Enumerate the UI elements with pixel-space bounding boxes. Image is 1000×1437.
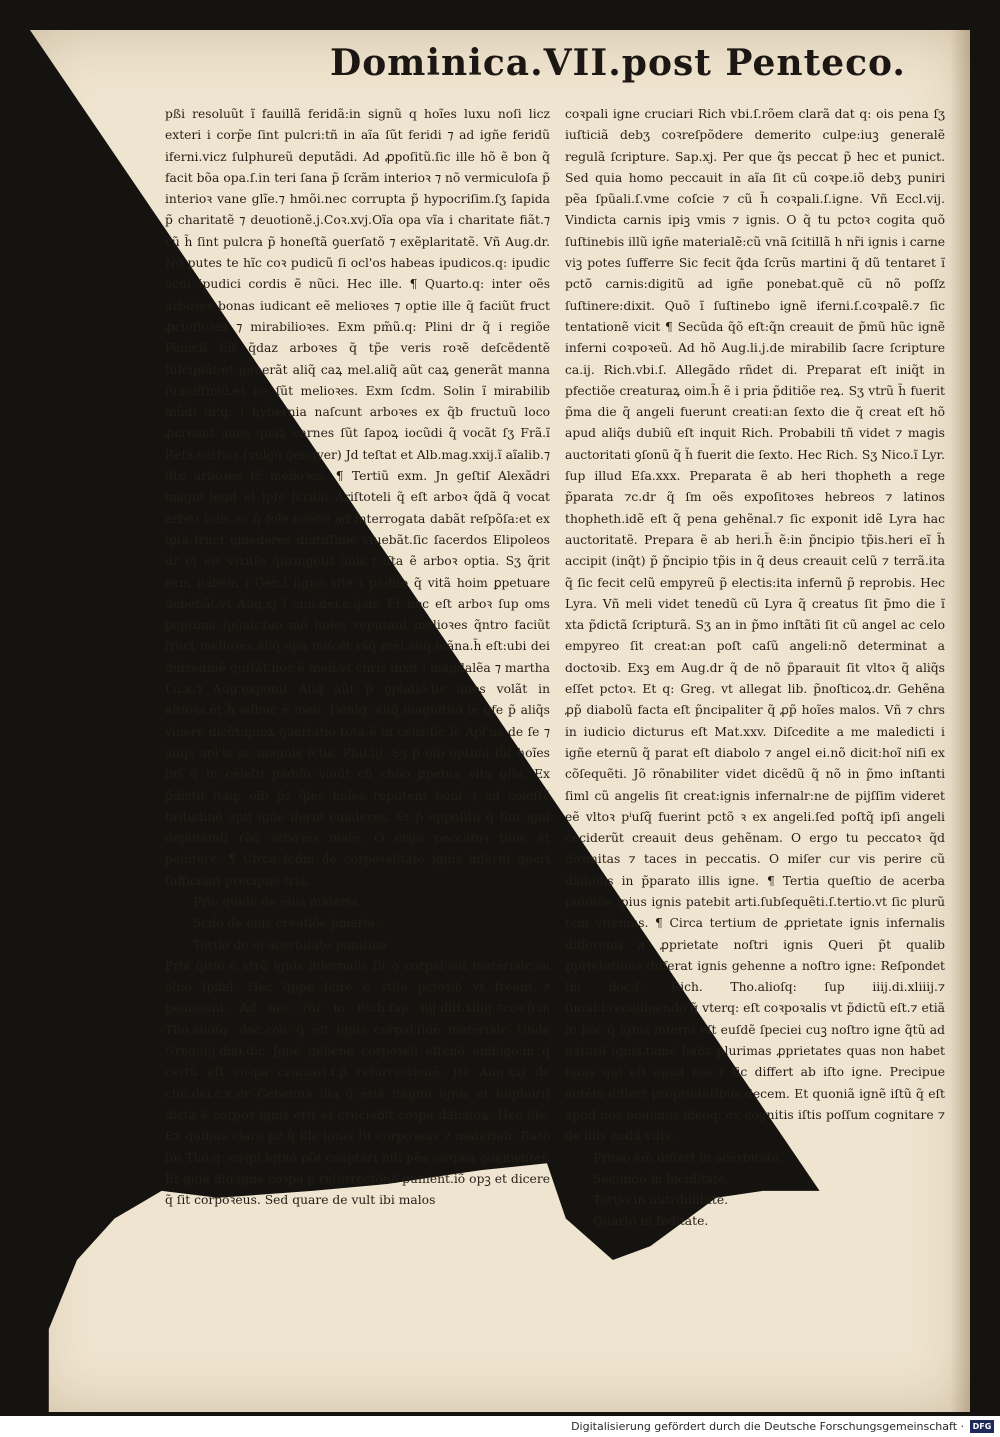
- funding-credit: Digitalisierung gefördert durch die Deutsche Forschungsgemeinschaft ·: [571, 1420, 964, 1433]
- page-edge-shadow: [950, 30, 970, 1412]
- body-paragraph: pßi resoluũt ĩ fauillã feridã:in signũ q hoĩes luxu noſi licz exteri i corp̃e ſint pulcri:tñ in aĩa ſũt feridi ⁊ ad igñe feridũ iferni.vicz ſulphureũ deputãdi. Ad ꝓpoſitũ.ſic ille hõ ẽ bon q̃ facit bõa opa.ſ.in teri ſana p̃ ſcrãm interioꝛ ⁊ nõ vermiculoſa p̃ interioꝛ vane glĩe.⁊ hmõi.nec corrupta p̃ hypocriſim.ſʒ ſapida p̃ charitatẽ ⁊ deuotionẽ.j.Coꝛ.xvj.Oĩa opa vĩa i charitate fiãt.⁊ cũ h̃ ſint pulcra p̃ honeſtã ꝯuerſatõ ⁊ exẽplaritatẽ. Vñ Aug.dr. Nõ putes te hĩc coꝛ pudicũ ſi ocl'os habeas ipudicos.q: ipudic ocul ipudici cordis ẽ nũci. Hec ille. ¶ Quarto.q: inter oẽs arboꝛes bonas iudicant eẽ melioꝛes ⁊ optie ille q̃ faciũt fruct ꝓcioſioꝛes ⁊ mirabilioꝛes. Exm pm̃ũ.q: Plini dr q̃ i regiõe Feniciſ ſũt q̃daz arboꝛes q̃ tp̃e veris roꝛẽ deſcẽdentẽ ſuſcipiũt:et generãt aliq̃ caꝝ mel.aliq̃ aũt caꝝ generãt manna ſuauiſſimũ.et he ſũt melioꝛes. Exm ſcdm. Solin ĩ mirabilib mũdi dr.q: i hybernia naſcunt arboꝛes ex q̃b fructuũ loco ꝓcreant aues quaꝝ carnes ſũt ſapoꝝ iocũdi q̃ vocãt ſʒ Frã.ĩ Reſa.carbas (vulgo gengyer) Jd teſtat et Alb.mag.xxij.ĩ aĩalib.⁊ iſte arboꝛes ſc̃ melioꝛes. ¶ Tertiũ exm. Jn geſtiſ Alexãdri magni legit et ipſe ſcribit Ariſtoteli q̃ eſt arboꝛ q̃dã q̃ vocat arboꝛ ſolis.eo q̃ ſole oꝛiẽte ad interrogata dabãt reſpõſa:et ex ipſa fruct ꝯmederes diutiſſime viuebãt.ſic ſacerdos Elipoleos dr et eis vixiſſe q̃dringẽtiſ ãnis.⁊ iſta ẽ arboꝛ optia. Sʒ q̃rit exm habem i Gen.ĩ ligno vite i padiſo q̃ vitã hoim ꝑpetuare debebãt.vt Aug.xj ĩ ciui.dei.c.ij.dr. Et hec eſt arboꝛ ſup oms ꝑoptima ſpũalr.ſuo mõ hoĩes reputant melioꝛes q̃ntro faciũt fruct melioꝛes.aliq̃ opa miſcẽt rãq̃ mel.aliq̃ mãna.h̃ eſt:ubi dei dulcedinẽ guſtãt.hoc ẽ meli.vt chris dixit ĩ magdalẽa ⁊ martha Lu.x.⁊ Aug.exponit Aliq̃ aũt p̃ ꝯplatiõ.ſic aues volãt in altioꝛa.et h̃ adhuc ẽ meli. Deniq: aliq̃ magnitud ie gfe p̃ aliq̃s viuere dicũt:quoꝝ ꝯuerſatio tota ẽ in celis:ſic ĩe Apl'us de ſe ⁊ aliq̃s apl'is ac magnis ſctis. Phil.iij. Sʒ p̃ oĩb optimi ſũt hoĩes brĩ q̃ in celeſti padiſo viuũt cũ chõo ꝑpetua vita glĩe. Ex p̃dictiſ itaq: oĩb p̃s q̃les hoĩes reputent boni ⁊ ad celeſtẽ britudinẽ apti igñe iferni euaderes. Et p̃ oppoſitũ q̃ ſint igni deputandi rãq̃ arboꝛes male. O ergo peccatoꝛ time et penitere. ¶ Circa ſcdm de corpoꝛalitate ignis inferni queri ſufficiant precipue tria.: [165, 107, 550, 888]
- property-list: [565, 1148, 945, 1233]
- text-column-right: [565, 104, 946, 1229]
- list-item: Prĩo quidẽ de eius materia.: [193, 894, 362, 909]
- running-head: Dominica.VII.post Penteco.: [330, 42, 906, 84]
- text-column-left: [165, 104, 550, 1222]
- list-item: Quarto in feditate.: [593, 1214, 709, 1229]
- list-item: Primo em̃ differt in acerbitate.: [593, 1150, 783, 1165]
- digitization-footer: [0, 1416, 1000, 1437]
- body-paragraph: Pria q̃ſtio ẽ vtrũ ignis infernalis ſit ꝯ corpal'aut materialr:an oĩno ſpũal. Hec q̃ppe ſcire ẽ vtile pctoꝛib vt freant ⁊ peniteant. Ad hec rñr m Rich.ſup iiij.diſt.xliiij.⁊coꝛ.ſcm Tho.alioſq: doc.coĩr q̃ eſt ignis corpal'ſiue materialr. Unde Greg.iiij.dial.dic Jgnẽ gehẽne corpoꝛeũ eſſenõ ambigo:in q̃ certũ eſt coꝛpa cruciari.ſ.p̃ reſurrectionẽ. Jtẽ Aug.xxj de ciui.dei.c.x.dr Gehenna illa q̃ etiã ſtagnũ ignis et ſulpburiſ dicta ẽ corpoꝛ ignis erit et cruciabit coꝛpa dãnatoꝝ. Hec ille. Ex quibus clare p̃z q̃ ille ignis ſit corpoꝛeus ⁊ materialr. Ratõ ſm Tho.q: coꝛpi ĩqtnõ põt coaptari niſi pẽa coꝛpea ꝯuenienter. Et quia illo igne coꝛpa p reſurrectõnẽ punient.iõ opꝫ et dicere q̃ ſit corpoꝛeus. Sed quare de vult ibi malos: [165, 958, 550, 1208]
- dfg-logo: DFG: [970, 1420, 994, 1433]
- list-item: Secundo in luciditate.: [593, 1171, 730, 1186]
- list-item: Tertio de ei acerbitate punitiua: [193, 937, 388, 952]
- list-item: Tertio in nutribilitate.: [593, 1193, 729, 1208]
- body-paragraph: coꝛpali igne cruciari Rich vbi.ſ.rõem clarã dat q: ois pena ſʒ iuſticiã debʒ coꝛreſpõdere demerito culpe:iuꝫ generalẽ regulã ſcripture. Sap.xj. Per que q̃s peccat p̃ hec et punict. Sed quia homo peccauit in aĩa ſit cũ coꝛpe.iõ debʒ puniri pẽa ſpũali.ſ.vme coſcie ⁊ cũ h̃ coꝛpali.ſ.igne. Vñ Eccl.vij. Vindicta carnis ipiꝫ vmis ⁊ ignis. O q̃ tu pctoꝛ cogita quõ ſuſtinebis illũ igñe materialẽ:cũ vnã ſcitillã h nr̃i ignis i carne viꝫ potes ſufferre Sic fecit q̃da ſcrũs martini q̃ dũ tentaret ĩ pctõ carnis:digitũ ad igñe ponebat.quẽ cũ nõ poſſz ſuſtinere:dixit. Quõ ĩ ſuſtinebo ignẽ iferni.ſ.coꝛpalẽ.⁊ ſic tentationẽ vicit ¶ Secũda q̃õ eſt:q̃n creauit de p̃mũ hũc ignẽ inferni coꝛpoꝛeũ. Ad hõ Aug.li.j.de mirabilib ſacre ſcripture ca.ij. Rich.vbi.ſ. Allegãdo rñdet di. Preparat eſt iniq̃t in pfectiõe creaturaꝝ oim.h̃ ẽ i pria p̃ditiõe reꝝ. Sʒ vtrũ h̃ fuerit p̃ma die q̃ angeli fuerunt creati:an ſexto die q̃ creat eſt hõ apud aliq̃s dubiũ eſt inquit Rich. Probabili tñ videt ⁊ magis auctoritati ꝯſonũ q̃ h̃ fuerit die ſexto. Hec Rich. Sʒ Nico.ĩ Lyr. ſup illud Eſa.xxx. Preparata ẽ ab heri thopheth a rege p̃parata ⁊c.dr q̃ ſm oẽs expoſitoꝛes hebreos ⁊ latinos thopheth.idẽ eſt q̃ pena gehẽnal.⁊ ſic exponit idẽ Lyra hac auctoritatẽ. Prepara ẽ ab heri.h̃ ẽ:in p̃ncipio tp̃is.heri eĩ h̃ accipit (inq̃t) p̃ p̃ncipio tp̃is in q̃ deus creauit celũ ⁊ terrã.ita q̃ ſic fecit celũ empyreũ p̃ electis:ita infernũ p̃ reprobis. Hec Lyra. Vñ meli videt tenedũ cũ Lyra q̃ creatus ſit p̃mo die ĩ xta p̃dictã ſcripturã. Sʒ an in p̃mo inſtãti ſit cũ angel ac celo empyreo ſit creat:an poſt caſũ angeli:nõ determinat a doctoꝛib. Exꝫ em Aug.dr q̃ de nõ p̃parauit ſit vltoꝛ q̃ aliq̃s eſſet pctoꝛ. Et q: Greg. vt allegat lib. p̃noſticoꝝ.dr. Gehẽna ꝓp̃ diabolũ facta eſt p̃ncipaliter q̃ ꝓp̃ hoĩes malos. Vñ ⁊ chrs in iudicio dicturus eſt Mat.xxv. Diſcedite a me maledicti i igñe eternũ q̃ parat eſt diabolo ⁊ angel ei.nõ dicit:hoĩ niſi ex cõſequẽti. Jõ rõnabiliter videt dicẽdũ q̃ nõ in p̃mo inſtanti ſiml cũ angelis ſit creat:ignis infernalr:ne de pijſſim videret eẽ vltoꝛ pⁱuſq̃ fuerint pctõ ꝛ ex angeli.ſed poſtq̃ ipſi angeli ceciderũt creauit deus gehẽnam. O ergo tu peccatoꝛ q̃d doꝛmitas ⁊ taces in peccatis. O miſer cur vis perire cũ diabolis in p̃parato illis igne. ¶ Tertia queſtio de acerba punitõe ipius ignis patebit arti.ſubſequẽti.ſ.tertio.vt ſic plurũ tem vitemus. ¶ Circa tertium de ꝓprietate ignis infernalis differenti a ꝓprietate noſtri ignis Queri p̃t qualib ꝓprietatibus differat ignis gehenne a noſtro igne: Reſpondet ſm doc.ſ. Rich. Tho.alioſq: ſup iiij.di.xliiij.⁊ ſimul.i.recolligendo q̃ vterq: eſt coꝛpoꝛalis vt p̃dictũ eſt.⁊ etiã in hoc q̃ ignis inferni eſt euſdẽ ſpeciei cuꝫ noſtro igne q̃tũ ad naturã ignis.tamẽ habz plurimas ꝓprietates quas non habet ignis qui eſt apud nos.⁊ ſic differt ab iſto igne. Precipue autem differt proprietatibus decem. Et quoniã ignẽ iſtũ q̃ eſt apud nos nouimus.ideoq: ex cognitis iſtis poſſum cognitare ⁊ de illis nodũ viſis.: [565, 107, 946, 1144]
- question-list: [165, 892, 550, 956]
- list-item: Scd̃o de eius creatiõe p̃maria.: [193, 916, 379, 931]
